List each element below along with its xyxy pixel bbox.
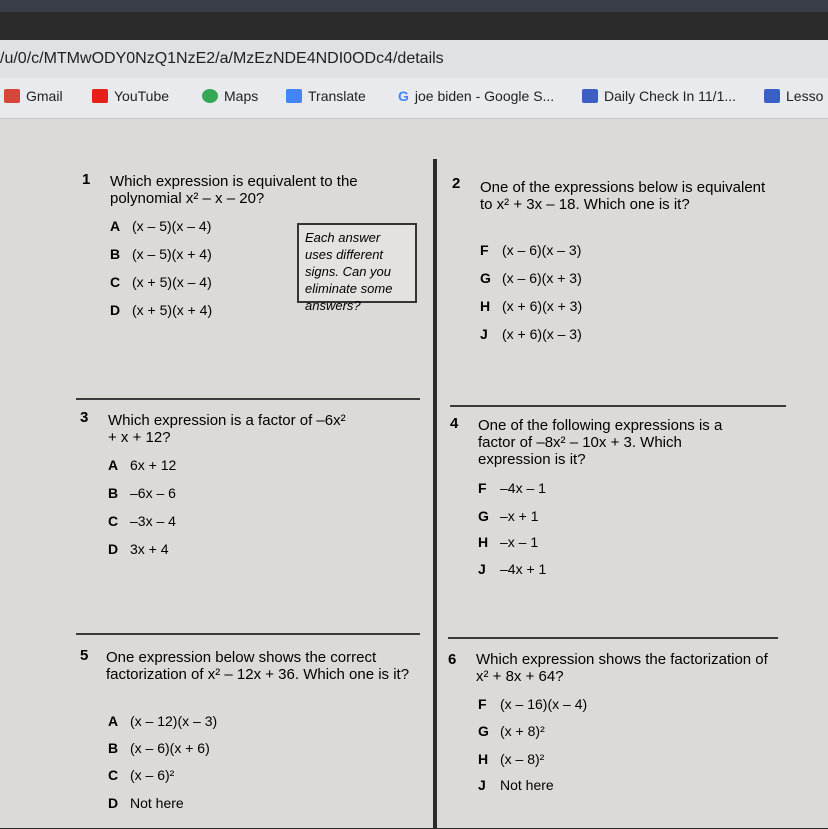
question-number: 1: [82, 171, 91, 188]
answer-option[interactable]: J (x + 6)(x – 3): [480, 326, 582, 342]
answer-option[interactable]: A (x – 12)(x – 3): [108, 713, 218, 729]
row-divider: [450, 405, 786, 407]
answer-option[interactable]: C (x + 5)(x – 4): [110, 274, 212, 290]
question-number: 5: [80, 647, 89, 664]
answer-option[interactable]: C –3x – 4: [108, 513, 176, 529]
answer-option[interactable]: H (x + 6)(x + 3): [480, 298, 583, 314]
maps-icon: [202, 89, 218, 103]
question-text: One of the expressions below is equivalent to x² + 3x – 18. Which one is it?: [480, 179, 766, 213]
column-divider: [433, 159, 437, 829]
gmail-icon: [4, 89, 20, 103]
answer-option[interactable]: H –x – 1: [478, 534, 539, 550]
answer-option[interactable]: F (x – 16)(x – 4): [478, 696, 588, 712]
translate-icon: [286, 89, 302, 103]
bookmark-lesson[interactable]: Lesso: [764, 88, 823, 104]
url-text: /u/0/c/MTMwODY0NzQ1NzE2/a/MzEzNDE4NDI0ODc4/details: [0, 50, 444, 67]
bookmark-maps[interactable]: Maps: [202, 88, 258, 104]
bookmarks-bar: [0, 78, 828, 119]
bookmark-google-search[interactable]: G joe biden - Google S...: [398, 88, 555, 104]
answer-option[interactable]: H (x – 8)²: [478, 751, 545, 767]
list-icon: [582, 89, 598, 103]
question-text: Which expression is equivalent to the polynomial x² – x – 20?: [110, 173, 358, 207]
answer-option[interactable]: J –4x + 1: [478, 561, 547, 577]
answer-option[interactable]: D Not here: [108, 795, 184, 811]
question-text: Which expression shows the factorization of x² + 8x + 64?: [476, 651, 768, 685]
list-icon: [764, 89, 780, 103]
question-text: Which expression is a factor of –6x² + x + 12?: [108, 412, 346, 446]
bookmark-gmail[interactable]: Gmail: [4, 88, 63, 104]
answer-option[interactable]: F (x – 6)(x – 3): [480, 242, 582, 258]
answer-option[interactable]: G (x + 8)²: [478, 723, 545, 739]
answer-option[interactable]: B (x – 5)(x + 4): [110, 246, 212, 262]
google-icon: G: [398, 88, 409, 104]
worksheet-page: [0, 119, 828, 828]
question-number: 3: [80, 409, 89, 426]
question-text: One expression below shows the correct factorization of x² – 12x + 36. Which one is it?: [106, 649, 410, 683]
row-divider: [76, 398, 420, 400]
answer-option[interactable]: G (x – 6)(x + 3): [480, 270, 582, 286]
answer-option[interactable]: G –x + 1: [478, 508, 539, 524]
question-number: 6: [448, 651, 457, 668]
hint-box: Each answer uses different signs. Can you eliminate some answers?: [297, 223, 417, 303]
question-number: 2: [452, 175, 461, 192]
youtube-icon: [92, 89, 108, 103]
answer-option[interactable]: B –6x – 6: [108, 485, 176, 501]
bookmark-daily-check[interactable]: Daily Check In 11/1...: [582, 88, 736, 104]
question-text: One of the following expressions is a factor of –8x² – 10x + 3. Which expression is it?: [478, 417, 723, 468]
answer-option[interactable]: D (x + 5)(x + 4): [110, 302, 213, 318]
browser-tab-strip: [0, 0, 828, 12]
answer-option[interactable]: C (x – 6)²: [108, 767, 175, 783]
answer-option[interactable]: D 3x + 4: [108, 541, 169, 557]
row-divider: [76, 633, 420, 635]
address-bar[interactable]: [0, 40, 828, 78]
answer-option[interactable]: A 6x + 12: [108, 457, 177, 473]
answer-option[interactable]: J Not here: [478, 777, 554, 793]
question-number: 4: [450, 415, 459, 432]
answer-option[interactable]: B (x – 6)(x + 6): [108, 740, 210, 756]
row-divider: [448, 637, 778, 639]
bookmark-translate[interactable]: Translate: [286, 88, 366, 104]
answer-option[interactable]: F –4x – 1: [478, 480, 546, 496]
bookmark-youtube[interactable]: YouTube: [92, 88, 169, 104]
answer-option[interactable]: A (x – 5)(x – 4): [110, 218, 212, 234]
